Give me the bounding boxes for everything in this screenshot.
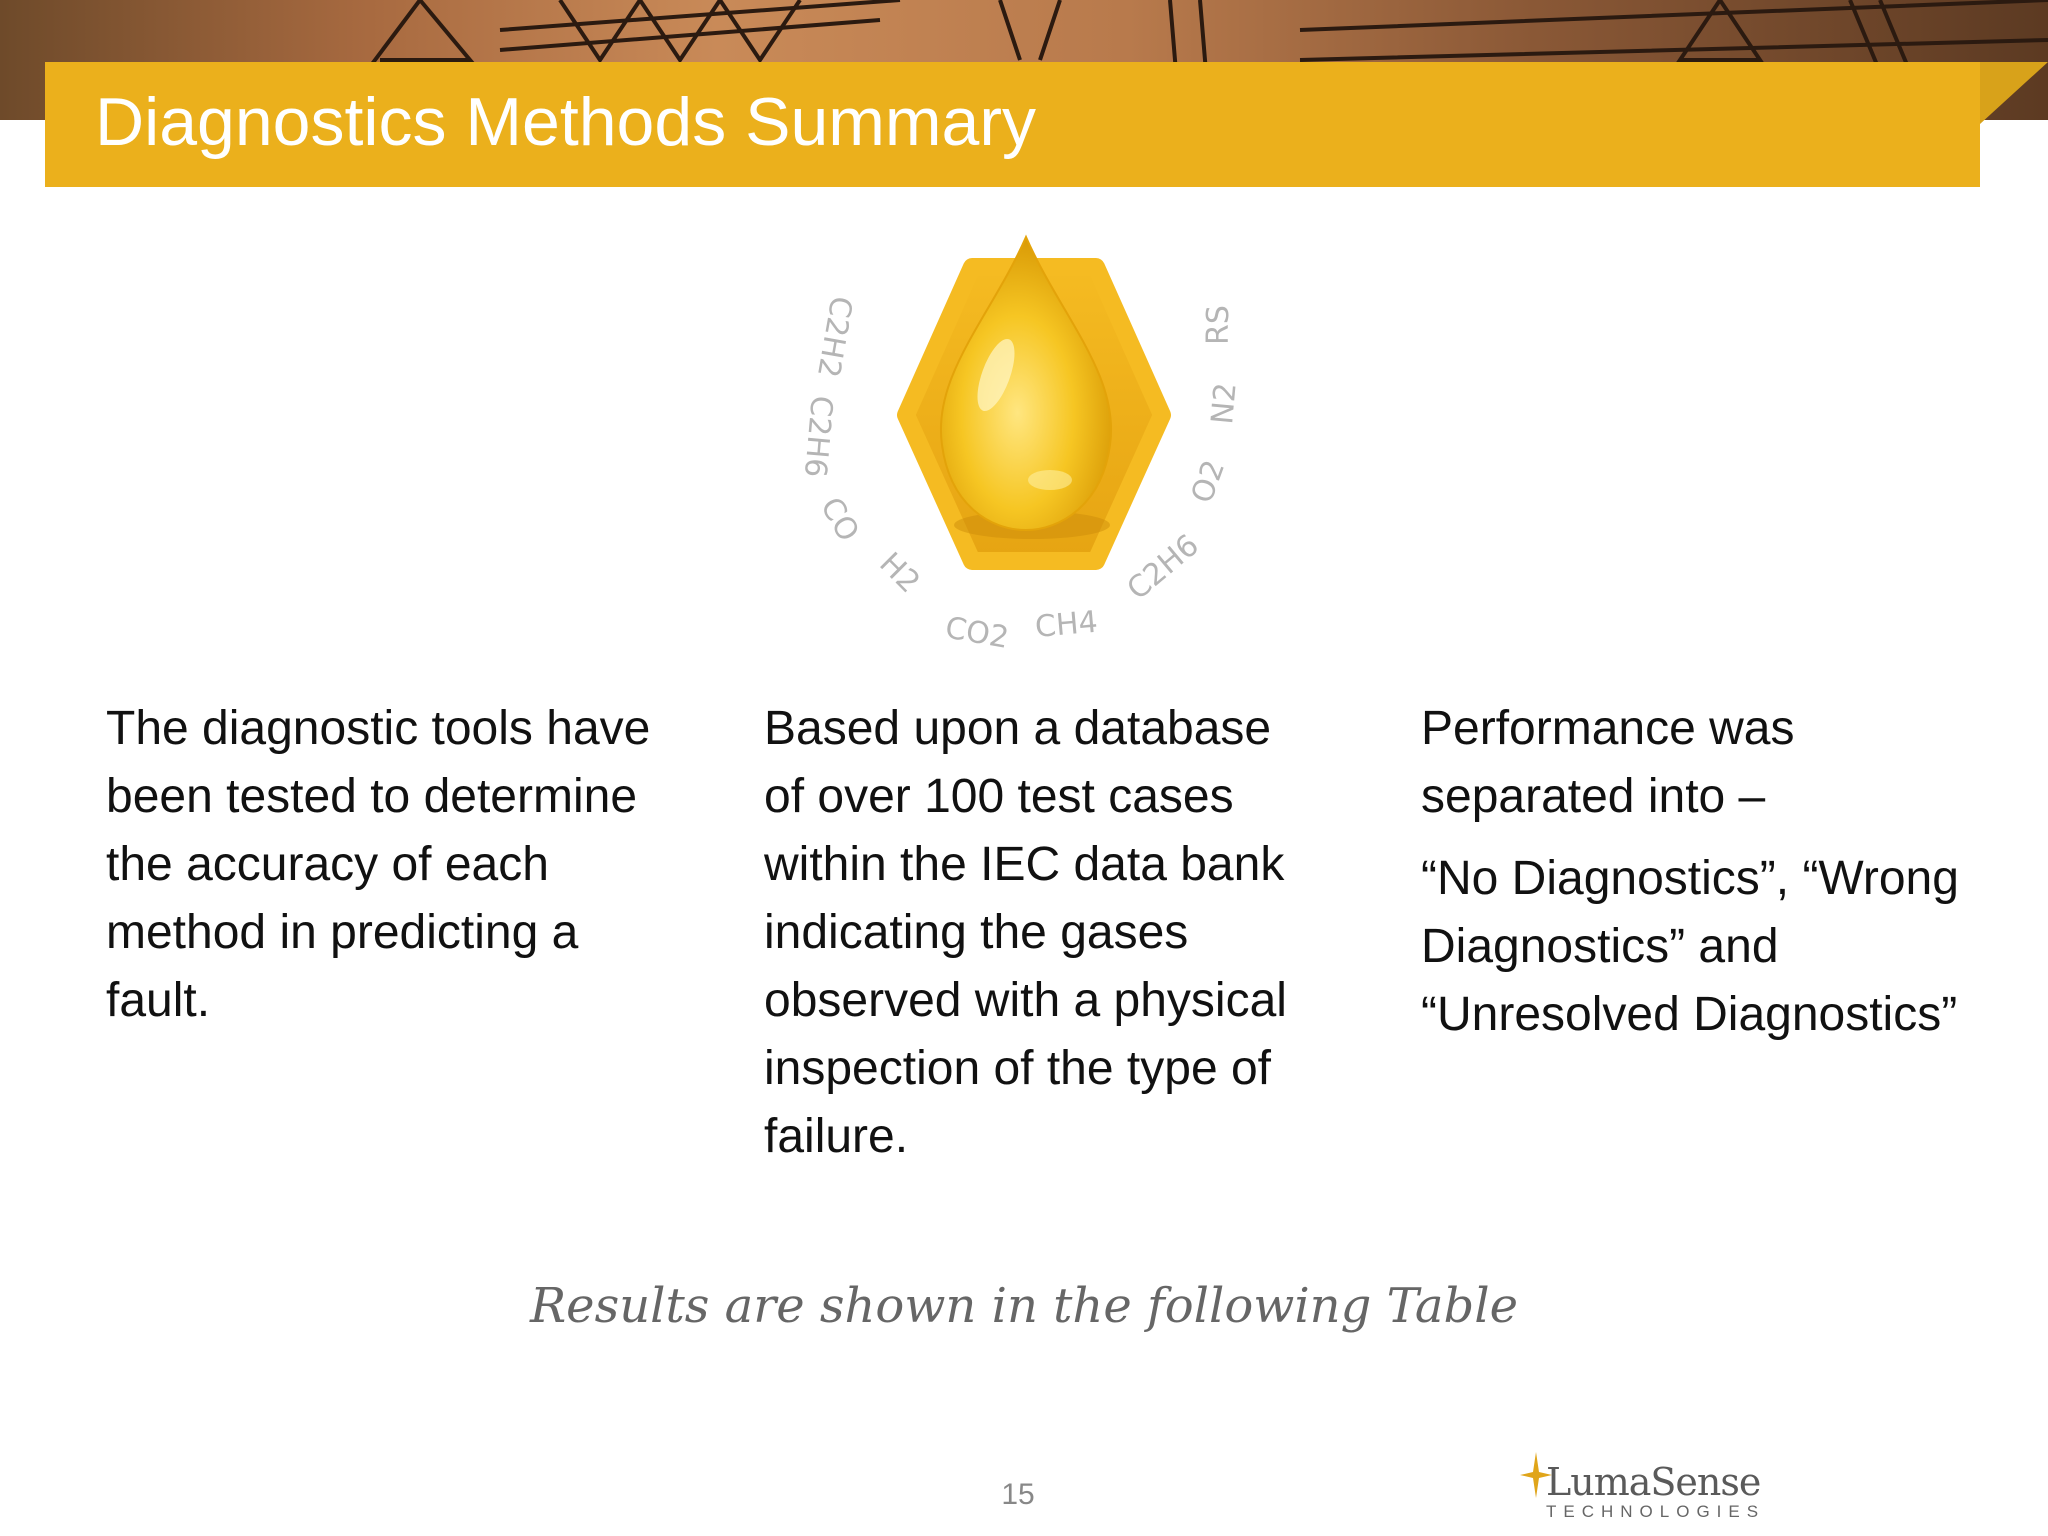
gas-label: C2H6 [796,394,839,479]
gas-label: C2H2 [809,293,859,381]
column-text: “No Diagnostics”, “Wrong Diagnostics” and “Unresolved Diagnostics” [1421,852,1959,1041]
column-database-summary [764,695,1324,1171]
column-text: Based upon a database of over 100 test cases within the IEC data bank indicating the gases observed with a physical inspection of the type of failure. [764,702,1287,1163]
gas-label: CO [813,491,866,548]
column-performance-summary [1421,695,1961,1049]
gas-label: H2 [872,545,927,601]
gas-label: N2 [1205,381,1244,426]
gas-label: CH4 [1033,604,1100,645]
column-testing-summary [106,695,666,1035]
title-bar-accent [1980,62,2048,124]
column-text: The diagnostic tools have been tested to determine the accuracy of each method in predicting a fault. [106,702,651,1027]
oil-drop-hexagon-logo [760,225,1280,665]
gas-label: CO2 [942,610,1012,656]
page-number: 15 [1001,1478,1035,1511]
gas-label: RS [1201,305,1236,345]
gas-label: O2 [1184,455,1233,508]
slide-title: Diagnostics Methods Summary [95,84,1037,160]
brand-name: LumaSense [1546,1460,1761,1504]
title-bar [45,62,1980,187]
column-text: Performance was separated into – [1421,702,1795,823]
results-note: Results are shown in the following Table [530,1278,1518,1334]
gas-label: C2H6 [1120,527,1206,608]
company-logo [1514,1450,1766,1521]
brand-tagline: TECHNOLOGIES [1546,1502,1766,1521]
